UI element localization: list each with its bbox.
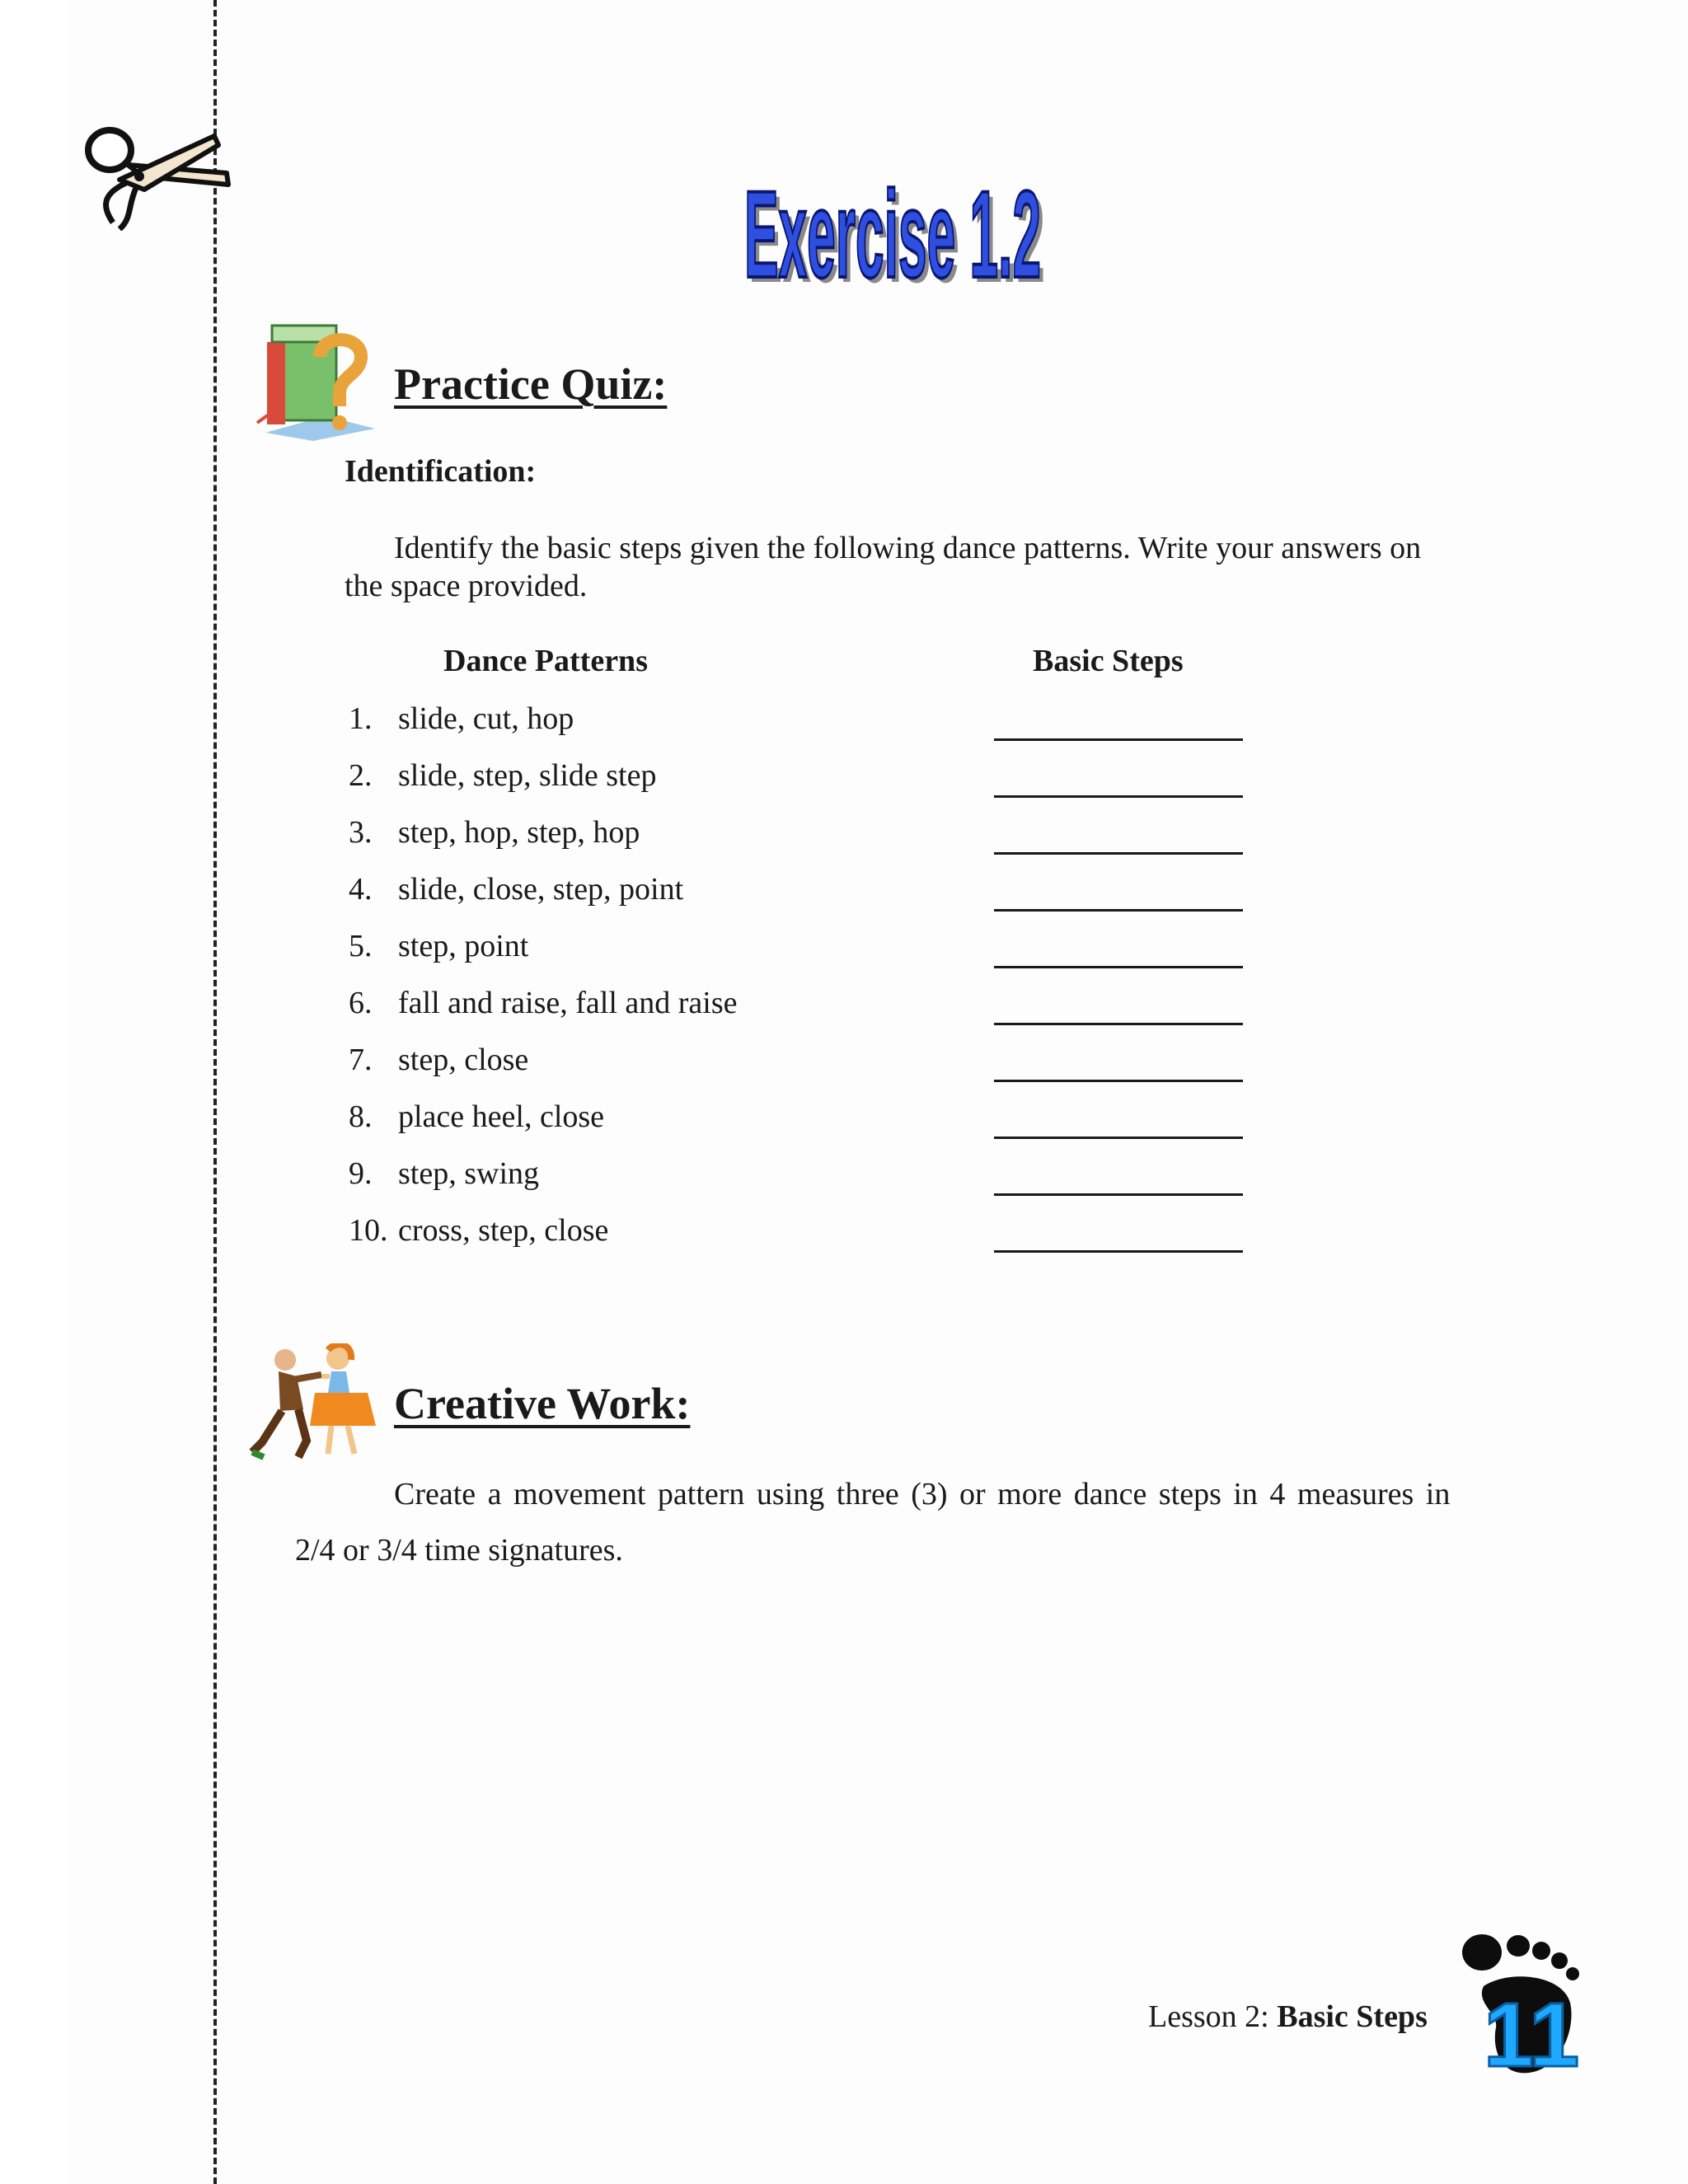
item-pattern: step, swing [398,1156,539,1191]
column-header-basic-steps: Basic Steps [1033,644,1184,678]
answer-blank[interactable] [994,1137,1243,1139]
item-pattern: place heel, close [398,1099,605,1134]
item-number: 4. [349,872,373,907]
quiz-item [349,1212,1255,1254]
creative-work-heading: Creative Work: [394,1379,691,1428]
lesson-title: Basic Steps [1277,1999,1428,2034]
quiz-item [349,928,1255,969]
lesson-footer [1148,1999,1428,2035]
title-text: Exercise 1.2 [744,165,1041,297]
exercise-title [738,157,1051,297]
quiz-item [349,757,1255,799]
answer-blank[interactable] [994,1250,1243,1253]
quiz-item [349,871,1255,912]
answer-blank[interactable] [994,738,1243,741]
quiz-item [349,985,1255,1026]
practice-quiz-heading: Practice Quiz: [394,359,668,409]
item-pattern: slide, close, step, point [398,872,684,907]
item-number: 6. [349,986,373,1020]
creative-work-line-2: 2/4 or 3/4 time signatures. [295,1533,623,1568]
identification-subheading: Identification: [345,454,537,489]
item-number: 3. [349,815,373,850]
item-number: 9. [349,1156,373,1191]
answer-blank[interactable] [994,909,1243,912]
page-number: 11 [1483,1985,1580,2081]
item-pattern: slide, cut, hop [398,701,574,736]
creative-work-line-1: Create a movement pattern using three (3) or more dance steps in 4 measures in [394,1477,1451,1511]
item-pattern: step, point [398,929,529,963]
title-shadow: Exercise 1.2 [748,170,1045,297]
quiz-item [349,701,1255,742]
answer-blank[interactable] [994,1023,1243,1025]
item-pattern: slide, step, slide step [398,758,657,793]
item-number: 2. [349,758,373,793]
quiz-item [349,1099,1255,1140]
quiz-item [349,1155,1255,1197]
lesson-prefix: Lesson 2: [1148,1999,1278,2034]
item-number: 10. [349,1213,388,1248]
answer-blank[interactable] [994,966,1243,968]
item-pattern: fall and raise, fall and raise [398,986,738,1020]
dancers-icon [246,1343,377,1463]
footprint-icon [1459,1924,1591,2081]
cut-line [213,0,217,2184]
item-pattern: cross, step, close [398,1213,609,1248]
item-pattern: step, close [398,1043,529,1077]
quiz-item [349,814,1255,855]
instructions-line-2: the space provided. [345,569,588,603]
answer-blank[interactable] [994,852,1243,855]
instructions-line-1: Identify the basic steps given the following dance patterns. Write your answers on [394,531,1422,565]
answer-blank[interactable] [994,795,1243,798]
item-number: 1. [349,701,373,736]
answer-blank[interactable] [994,1080,1243,1082]
item-number: 7. [349,1043,373,1077]
item-number: 5. [349,929,373,963]
scissors-icon [70,115,235,231]
answer-blank[interactable] [994,1193,1243,1196]
item-pattern: step, hop, step, hop [398,815,640,850]
column-header-dance-patterns: Dance Patterns [443,644,648,678]
item-number: 8. [349,1099,373,1134]
quiz-item [349,1042,1255,1083]
quiz-book-icon [256,317,379,441]
